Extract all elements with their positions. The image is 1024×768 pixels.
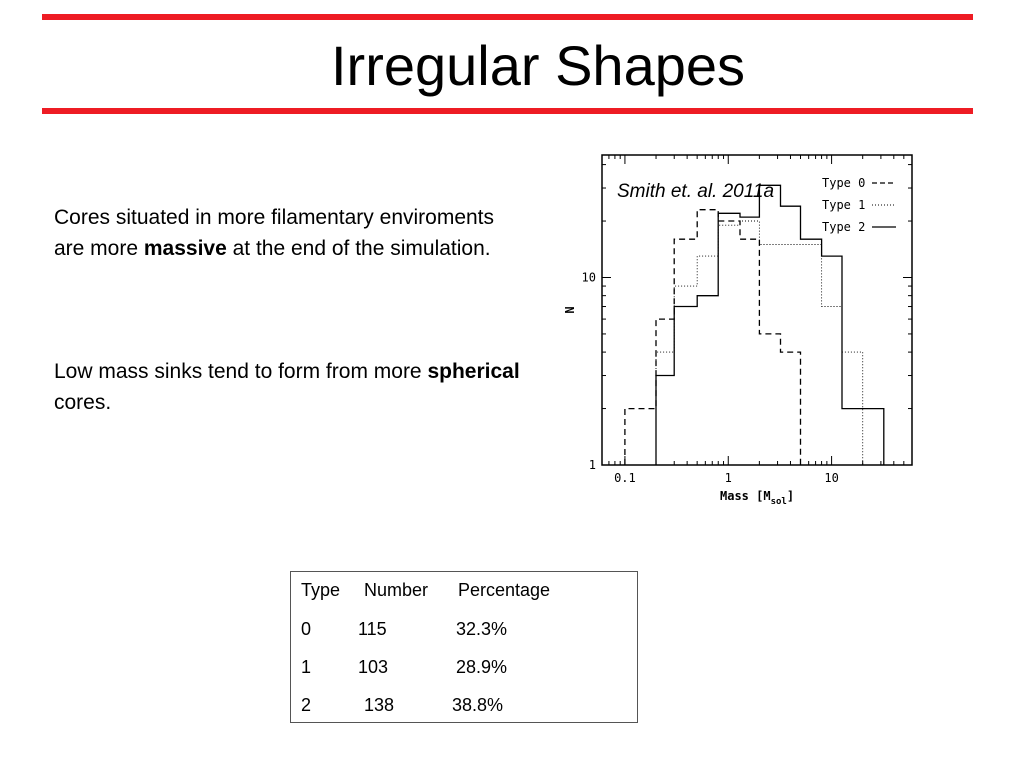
table-cell-percentage: 28.9%	[456, 657, 508, 677]
legend-label: Type 2	[822, 220, 866, 234]
x-axis-label-main: Mass [M	[720, 489, 771, 503]
table-cell-number: 138	[364, 695, 395, 715]
type-statistics-table	[290, 571, 638, 723]
chart-legend	[822, 176, 896, 234]
para1-bold: massive	[143, 237, 227, 260]
table-cell-number: 115	[358, 619, 387, 639]
table-cell-type: 2	[301, 695, 312, 715]
x-tick-label: 10	[824, 471, 839, 485]
table-cell-percentage: 38.8%	[452, 695, 504, 715]
title-bottom-rule	[42, 108, 973, 114]
series-type-1-line	[656, 220, 866, 465]
para2-text-after: cores.	[54, 391, 112, 414]
series-type-0-line	[625, 210, 801, 465]
x-axis-label-end: ]	[786, 489, 795, 503]
table-cell-percentage: 32.3%	[456, 619, 508, 639]
chart-annotation: Smith et. al. 2011a	[617, 181, 775, 202]
title-top-rule	[42, 14, 973, 20]
bullet-spherical	[54, 356, 524, 418]
x-axis-label-sub: sol	[770, 497, 787, 507]
x-tick-label: 0.1	[614, 471, 636, 485]
x-axis-label	[720, 489, 794, 507]
para2-text-before: Low mass sinks tend to form from more	[54, 360, 428, 383]
table-cell-type: 1	[301, 657, 312, 677]
y-tick-label: 1	[588, 458, 596, 472]
table-cell-number: 103	[358, 657, 389, 677]
para1-text-after: at the end of the simulation.	[226, 237, 491, 260]
y-axis-label: N	[563, 306, 577, 314]
table-header-number: Number	[364, 580, 429, 600]
slide-title: Irregular Shapes	[330, 34, 745, 97]
legend-label: Type 0	[822, 176, 866, 190]
table-header-percentage: Percentage	[458, 580, 551, 600]
bullet-filamentary	[54, 202, 524, 264]
legend-label: Type 1	[822, 198, 866, 212]
para1-text-before: Cores situated in more filamentary enviroments are more	[54, 206, 495, 260]
table-cell-type: 0	[301, 619, 312, 639]
table-header-type: Type	[301, 580, 341, 600]
para2-bold: spherical	[427, 360, 520, 383]
x-tick-label: 1	[724, 471, 732, 485]
mass-histogram-chart	[540, 145, 920, 515]
y-tick-label: 10	[581, 270, 596, 285]
